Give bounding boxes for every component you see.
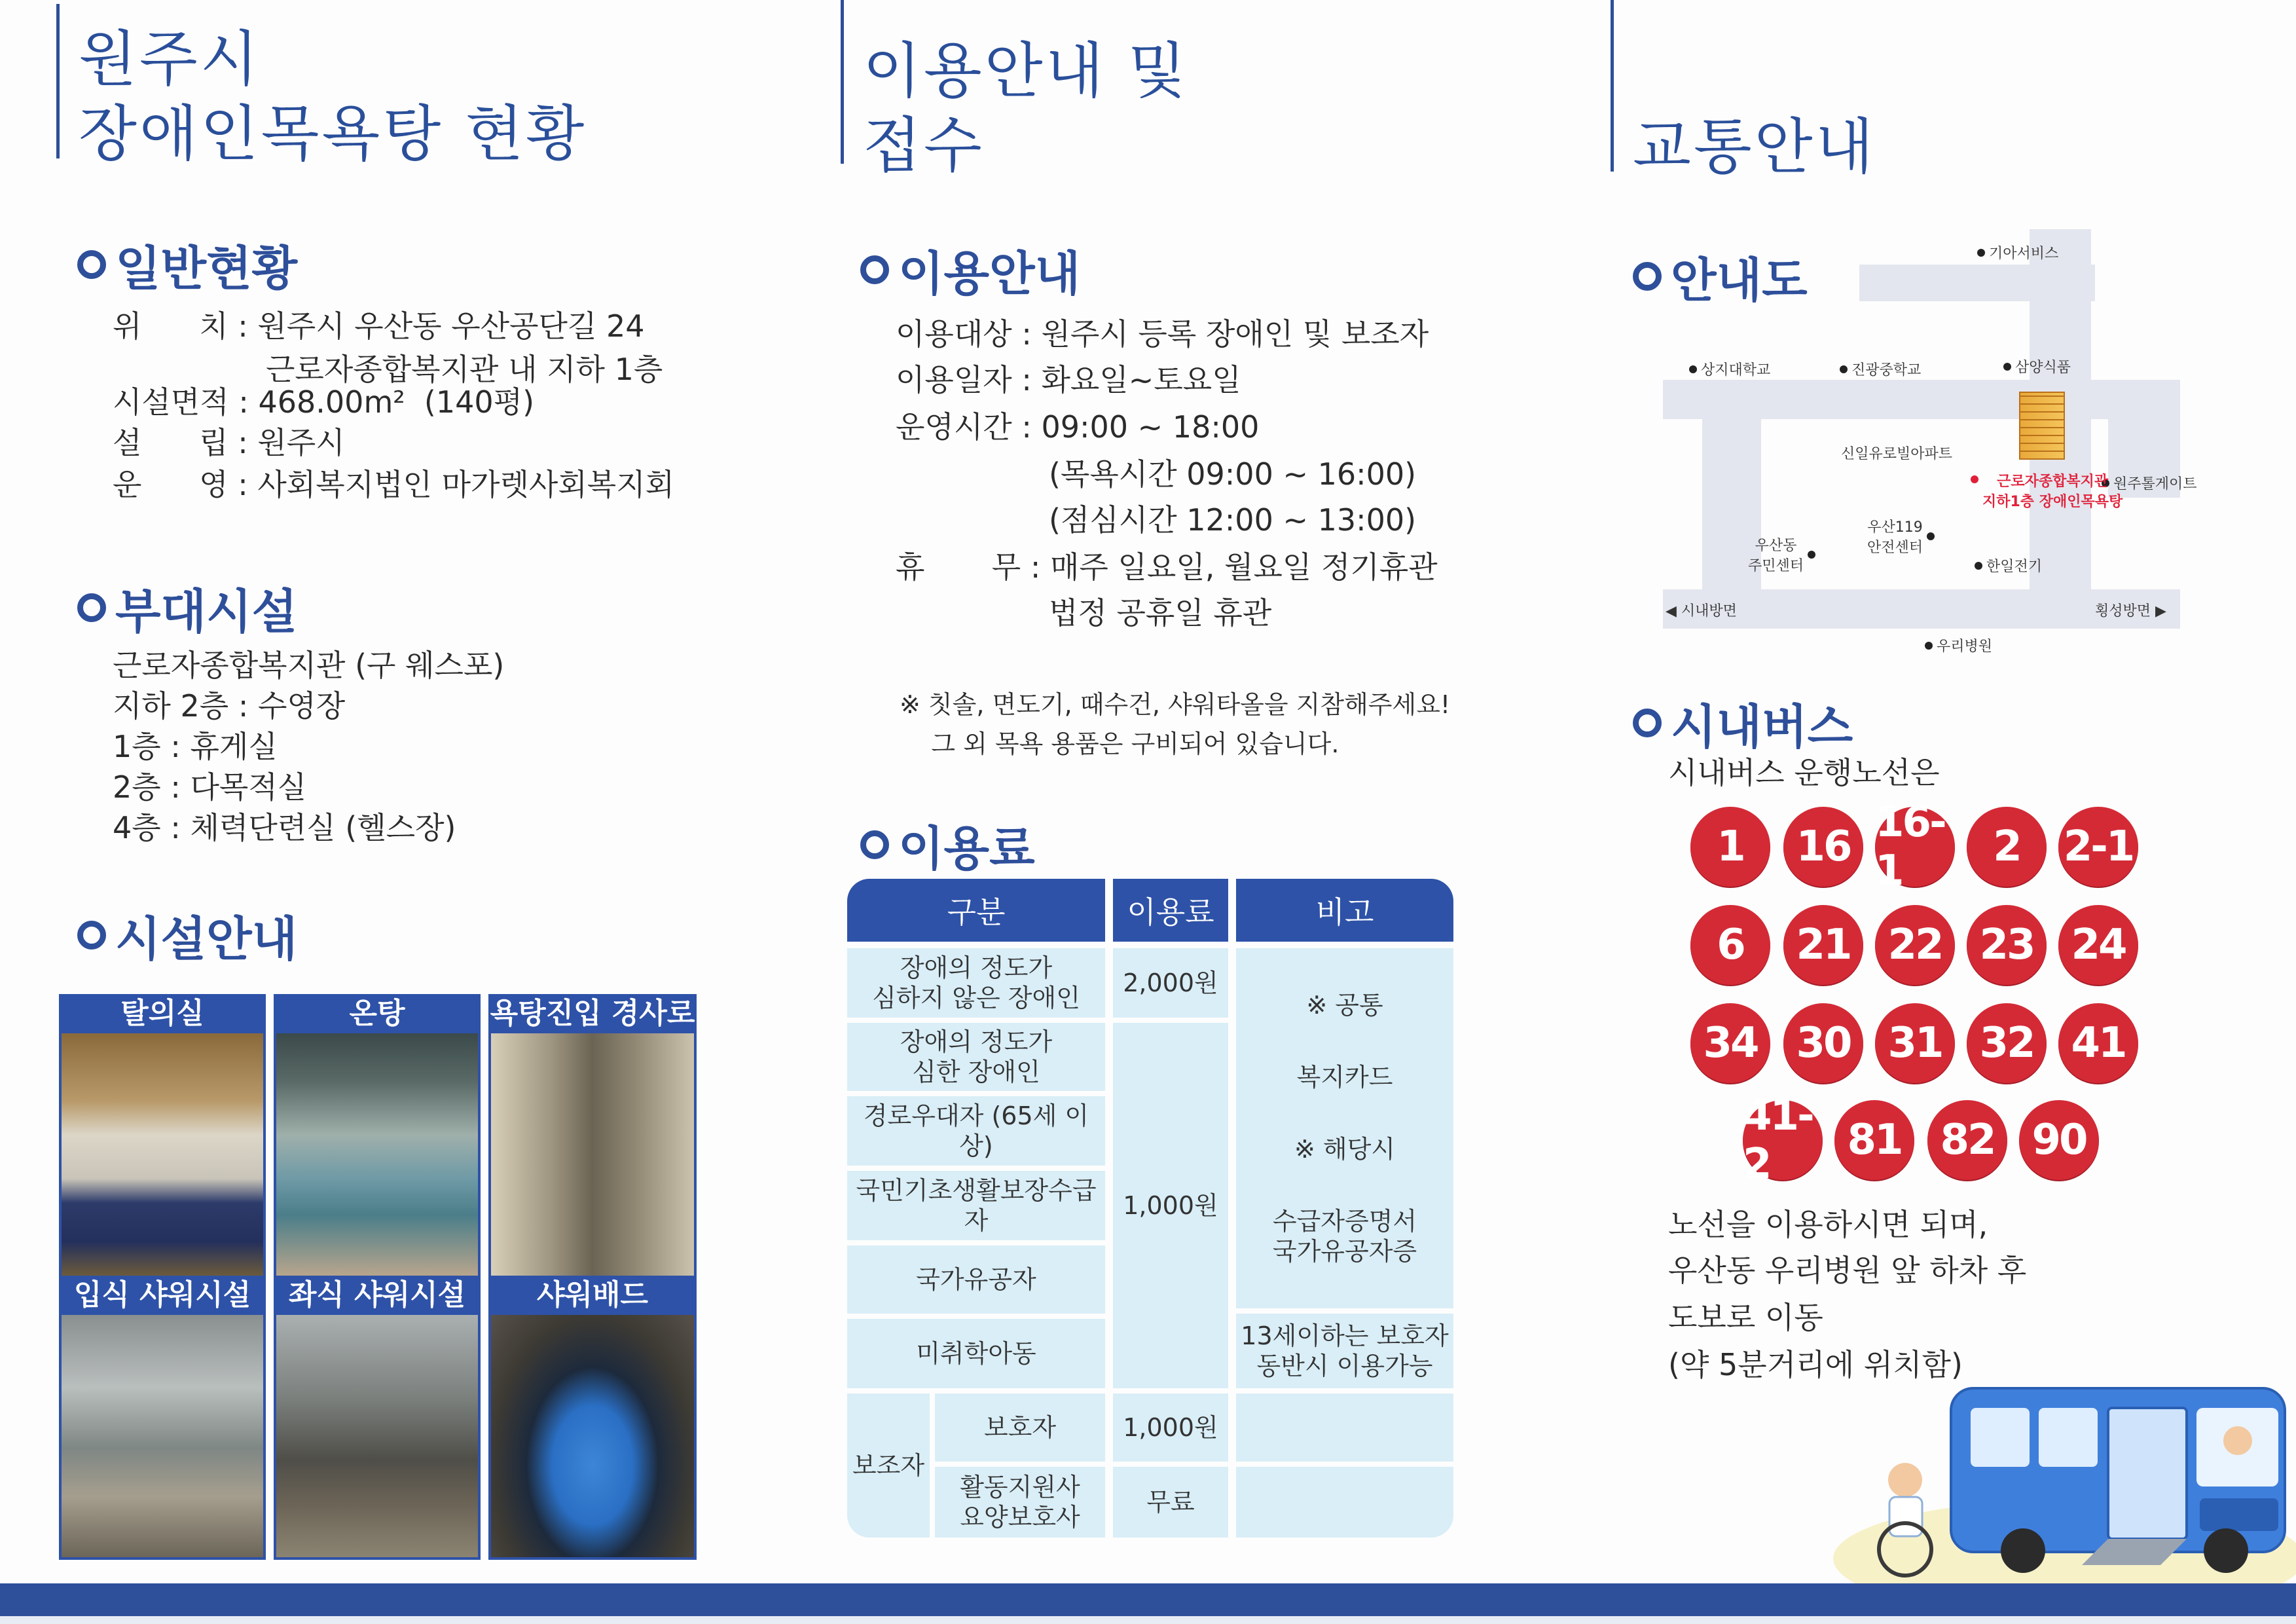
map-label-text: 우리병원 [1937,638,1993,655]
map-label-usan-office [1748,534,1819,575]
bus-window-icon [1971,1408,2030,1467]
helper-row-2-fee: 무료 [1113,1467,1228,1538]
bus-route-badge: 23 [1967,905,2047,985]
warm-bath-image [274,1033,481,1278]
helper-row-1-category: 보호자 [935,1393,1105,1462]
map-label-text: 횡성방면 ▶ [2095,603,2166,619]
shower-bed-image [488,1315,697,1560]
column1-title-line2: 장애인목욕탕 현황 [79,99,587,169]
map-label-sangji [1689,359,1770,379]
standing-shower-image [59,1315,266,1560]
remark-certificates: 수급자증명서 국가유공자증 [1272,1207,1417,1266]
column2-title-line2: 접수 [863,111,985,181]
seated-shower-image [274,1315,481,1560]
helper-row-1-remark [1236,1393,1453,1462]
photo-locker-room [59,994,266,1278]
fee-row-1-fee: 2,000원 [1113,948,1228,1018]
usage-line-6: 휴 무 : 매주 일요일, 월요일 정기휴관 [896,549,1438,585]
fee-row-1-category: 장애의 정도가 심하지 않은 장애인 [847,948,1105,1018]
bus-route-badge: 82 [1927,1100,2007,1180]
map-label-sinil [1841,443,1952,463]
usage-line-3: 운영시간 : 09:00 ~ 18:00 [896,409,1260,445]
photo-seated-shower [274,1276,481,1560]
fee-row-3-category: 경로우대자 (65세 이상) [847,1096,1105,1166]
map-label-text: 상지대학교 [1701,362,1771,378]
fee-row-4-category: 국민기초생활보장수급자 [847,1171,1105,1240]
map-label-text: 신일유로빌아파트 [1841,446,1953,462]
usage-heading-text: 이용안내 [898,246,1081,301]
usage-heading [860,236,1080,304]
helper-row-2-remark [1236,1467,1453,1538]
photo-caption: 좌식 샤워시설 [274,1276,481,1315]
circle-bullet-icon [1633,262,1662,291]
annex-heading [77,574,297,642]
bus-route-badge: 32 [1967,1003,2047,1083]
circle-bullet-icon [860,830,889,859]
remark-welfare-card: 복지카드 [1296,1063,1393,1092]
map-label-hanil [1975,555,2042,576]
facility-heading [77,901,297,969]
photo-standing-shower [59,1276,266,1560]
fee-row-6-category: 미취학아동 [847,1319,1105,1388]
map-label-hoengseong-dir [2095,600,2166,620]
photo-caption: 탈의실 [59,994,266,1033]
fee-remark-child: 13세이하는 보호자 동반시 이용가능 [1236,1314,1453,1388]
general-heading [77,231,297,299]
bus-route-badge: 41-2 [1743,1100,1823,1180]
circle-bullet-icon [1633,709,1662,737]
bus-wheel-icon [2001,1528,2045,1573]
bus-route-badge: 30 [1783,1003,1863,1083]
map-label-text: 진광중학교 [1851,362,1922,378]
fee-row-2-category: 장애의 정도가 심한 장애인 [847,1023,1105,1091]
column2-rule [841,0,844,164]
fee-remark-main [1236,948,1453,1308]
bus-route-badge: 34 [1690,1003,1770,1083]
ramp-image [488,1033,697,1278]
bus-bumper-icon [2200,1498,2278,1531]
map-label-text: 기아서비스 [1989,246,2059,262]
map-label-usan-119 [1867,516,1939,557]
circle-bullet-icon [77,250,106,279]
helper-label: 보조자 [847,1393,930,1538]
annex-heading-text: 부대시설 [115,584,298,639]
bus-illustration [1833,1342,2296,1591]
bus-route-badge: 31 [1875,1003,1955,1083]
person-head-icon [1888,1463,1922,1497]
bus-wheel-icon [2204,1528,2248,1573]
column1-rule [56,4,60,158]
general-line-1: 위 치 : 원주시 우산동 우산공단길 24 [113,308,645,344]
general-line-4: 설 립 : 원주시 [113,425,345,460]
fee-row-5-category: 국가유공자 [847,1246,1105,1314]
bus-outro-2: 우산동 우리병원 앞 하차 후 [1668,1253,2027,1288]
map-dot-icon [1925,642,1933,650]
bottom-margin [0,1616,2296,1624]
usage-note-2: 그 외 목욕 용품은 구비되어 있습니다. [900,729,1339,758]
usage-line-1: 이용대상 : 원주시 등록 장애인 및 보조자 [896,316,1429,352]
helper-row-1-fee: 1,000원 [1113,1393,1228,1462]
location-map [1663,223,2197,655]
bus-route-badge: 22 [1875,905,1955,985]
general-heading-text: 일반현황 [115,241,298,296]
general-line-5: 운 영 : 사회복지법인 마가렛사회복지회 [113,467,675,502]
fee-heading [860,811,1035,879]
map-road [1859,265,2095,301]
map-label-text: 우산동 주민센터 [1748,538,1804,574]
building-icon [2019,392,2065,460]
fee-header-fee: 이용료 [1113,879,1228,942]
usage-line-2: 이용일자 : 화요일~토요일 [896,362,1241,397]
remark-applicable-label: ※ 해당시 [1294,1135,1396,1164]
bus-intro: 시내버스 운행노선은 [1668,755,1940,790]
column1-title [79,22,587,172]
usage-line-5: (점심시간 12:00 ~ 13:00) [896,502,1417,538]
bus-heading-text: 시내버스 [1671,699,1853,754]
map-road [1702,380,1761,616]
fee-heading-text: 이용료 [898,821,1035,876]
map-dot-icon [1977,249,1985,257]
person-body-icon [1889,1497,1922,1536]
bus-route-badge: 1 [1690,807,1770,887]
locker-room-image [59,1033,266,1278]
circle-bullet-icon [77,593,106,622]
column3-title-line1: 교통안내 [1633,112,1876,182]
remark-common-label: ※ 공통 [1306,991,1383,1020]
column3-title [1633,110,1876,185]
fee-group-fee: 1,000원 [1113,1023,1228,1388]
annex-line-2: 지하 2층 : 수영장 [113,688,346,724]
map-label-target [1971,470,2123,511]
fee-header-remark: 비고 [1236,879,1453,942]
bus-route-badge: 2 [1967,807,2047,887]
bus-route-badge: 81 [1834,1100,1914,1180]
map-dot-icon [1927,532,1935,540]
photo-shower-bed [488,1276,697,1560]
map-label-city-dir [1666,600,1737,620]
photo-caption: 샤워배드 [488,1276,697,1315]
map-dot-icon [1808,551,1815,559]
column2-title-line1: 이용안내 및 [863,36,1189,106]
map-target-dot-icon [1971,475,1978,483]
map-label-text: 근로자종합복지관 지하1층 장애인목욕탕 [1982,473,2123,510]
map-label-text: 삼양식품 [2015,360,2071,376]
bus-outro-4: (약 5분거리에 위치함) [1668,1347,1963,1382]
annex-line-5: 4층 : 체력단련실 (헬스장) [113,810,456,845]
bus-outro-3: 도보로 이동 [1668,1300,1823,1335]
bus-route-badge: 16-1 [1875,807,1955,887]
photo-ramp [488,994,697,1278]
map-dot-icon [1689,365,1697,373]
usage-line-7: 법정 공휴일 휴관 [896,595,1272,631]
bus-door-icon [2108,1408,2187,1539]
bus-route-badge: 6 [1690,905,1770,985]
bus-window-icon [2039,1408,2098,1467]
map-label-text: 원주톨게이트 [2113,476,2197,492]
photo-caption: 입식 샤워시설 [59,1276,266,1315]
facility-heading-text: 시설안내 [115,912,298,967]
circle-bullet-icon [77,921,106,950]
general-line-3: 시설면적 : 468.00m² (140평) [113,384,535,420]
map-label-jinkwang [1840,359,1921,379]
photo-caption: 온탕 [274,994,481,1033]
bus-route-badge: 16 [1783,807,1863,887]
bus-route-badge: 24 [2058,905,2138,985]
bus-route-badge: 41 [2058,1003,2138,1083]
photo-caption: 욕탕진입 경사로 [488,994,697,1033]
map-dot-icon [1975,562,1982,570]
bus-route-badge: 90 [2019,1100,2099,1180]
bus-route-badge: 21 [1783,905,1863,985]
map-label-kia [1977,242,2058,263]
map-label-text: ◀ 시내방면 [1666,603,1737,619]
general-line-2: 근로자종합복지관 내 지하 1층 [113,352,663,387]
helper-row-2-category: 활동지원사 요양보호사 [935,1467,1105,1538]
usage-note-1: ※ 칫솔, 면도기, 때수건, 샤워타올을 지참해주세요! [900,690,1451,719]
map-label-woori [1925,635,1992,655]
photo-warm-bath [274,994,481,1278]
bottom-band [0,1583,2296,1616]
bus-route-badge: 2-1 [2058,807,2138,887]
map-label-text: 한일전기 [1986,559,2043,575]
bus-heading [1633,689,1853,757]
map-dot-icon [2003,363,2011,371]
annex-line-3: 1층 : 휴게실 [113,729,278,764]
annex-line-4: 2층 : 다목적실 [113,769,307,805]
map-heading-text: 안내도 [1671,253,1808,308]
driver-icon [2223,1426,2252,1455]
bus-outro-1: 노선을 이용하시면 되며, [1668,1207,1988,1242]
annex-line-1: 근로자종합복지관 (구 웨스포) [113,648,505,683]
map-label-samyang [2003,356,2071,377]
usage-line-4: (목욕시간 09:00 ~ 16:00) [896,456,1417,492]
column2-title [863,34,1189,183]
circle-bullet-icon [860,255,889,284]
column1-title-line1: 원주시 [79,24,261,94]
map-dot-icon [1840,365,1848,373]
column3-rule [1611,0,1614,172]
map-label-text: 우산119 안전센터 [1867,519,1923,556]
fee-header-category: 구분 [847,879,1105,942]
